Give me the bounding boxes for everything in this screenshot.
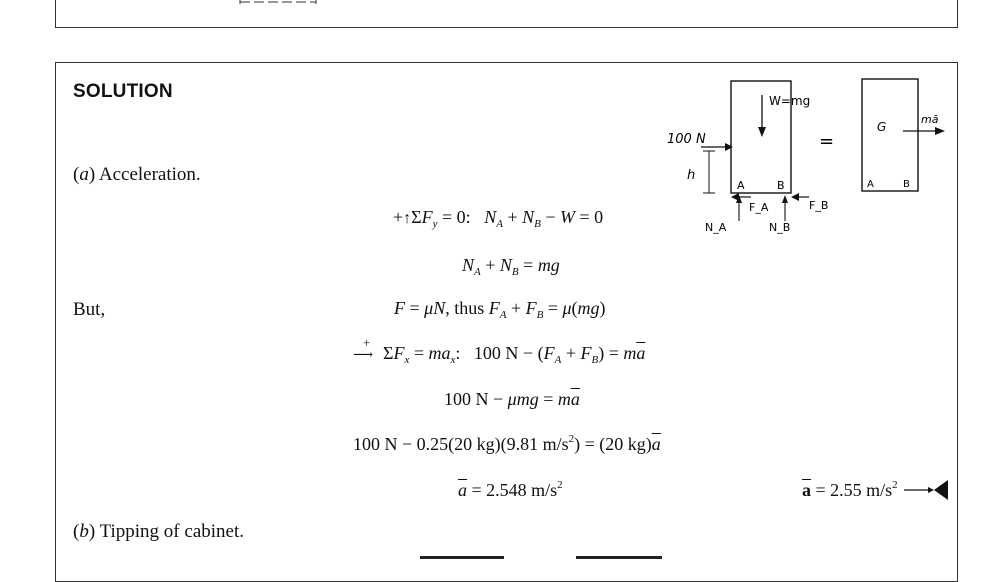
part-a-label: (a) Acceleration. xyxy=(73,164,201,185)
kinetic-point-b-label: B xyxy=(903,179,910,190)
result-arrow-icon xyxy=(902,480,950,500)
center-label: G xyxy=(877,120,887,134)
next-figure-fragment-right xyxy=(576,556,662,559)
dimension-fragment xyxy=(238,0,318,4)
equation-mu-mg: 100 $N - \mu mg = m\overline{a}$ xyxy=(444,389,580,409)
equation-numeric: 100 N − 0.25(20 kg)(9.81 $m/s^2) = (20$ $kg)\overline{a}$ xyxy=(353,433,661,454)
kinetic-point-a-label: A xyxy=(867,179,874,190)
solution-heading: SOLUTION xyxy=(73,81,173,102)
previous-problem-box xyxy=(55,0,958,28)
equation-acceleration: $\overline{a} = 2.548$ $m/s^2$ xyxy=(458,479,563,500)
point-a-label: A xyxy=(737,179,745,192)
inertia-label: mā xyxy=(921,113,939,126)
normal-a-label: N_A xyxy=(705,221,727,234)
equation-sum-fx: + ⟶ $\Sigma F_x = ma_x$: 100 $N - (F_A + F_B) = m\overline{a}$ xyxy=(353,335,646,366)
point-b-label: B xyxy=(777,179,785,192)
free-body-diagram xyxy=(659,71,959,241)
equation-normal-sum: $N_A + N_B$ = mg xyxy=(462,255,560,278)
weight-label: W=mg xyxy=(769,94,811,108)
final-answer: $\overline{a} = 2.55$ $m/s^2$ xyxy=(802,479,950,501)
solution-panel xyxy=(55,62,958,582)
part-b-label: (b) Tipping of cabinet. xyxy=(73,521,244,542)
equals-sign: = xyxy=(819,131,835,152)
equation-sum-fy: $+↑\Sigma F_y = 0$: $N_A + N_B - W = 0$ xyxy=(393,207,604,230)
next-figure-fragment-left xyxy=(420,556,504,559)
force-label: 100 N xyxy=(667,132,706,147)
height-label: h xyxy=(687,168,696,183)
cabinet-kinetic xyxy=(862,79,918,191)
equation-friction: F = μN, thus $F_A + F_B = \mu(mg)$ xyxy=(394,298,606,321)
friction-a-label: F_A xyxy=(749,201,769,214)
normal-b-label: N_B xyxy=(769,221,791,234)
friction-b-label: F_B xyxy=(809,199,829,212)
but-label: But, xyxy=(73,299,106,320)
